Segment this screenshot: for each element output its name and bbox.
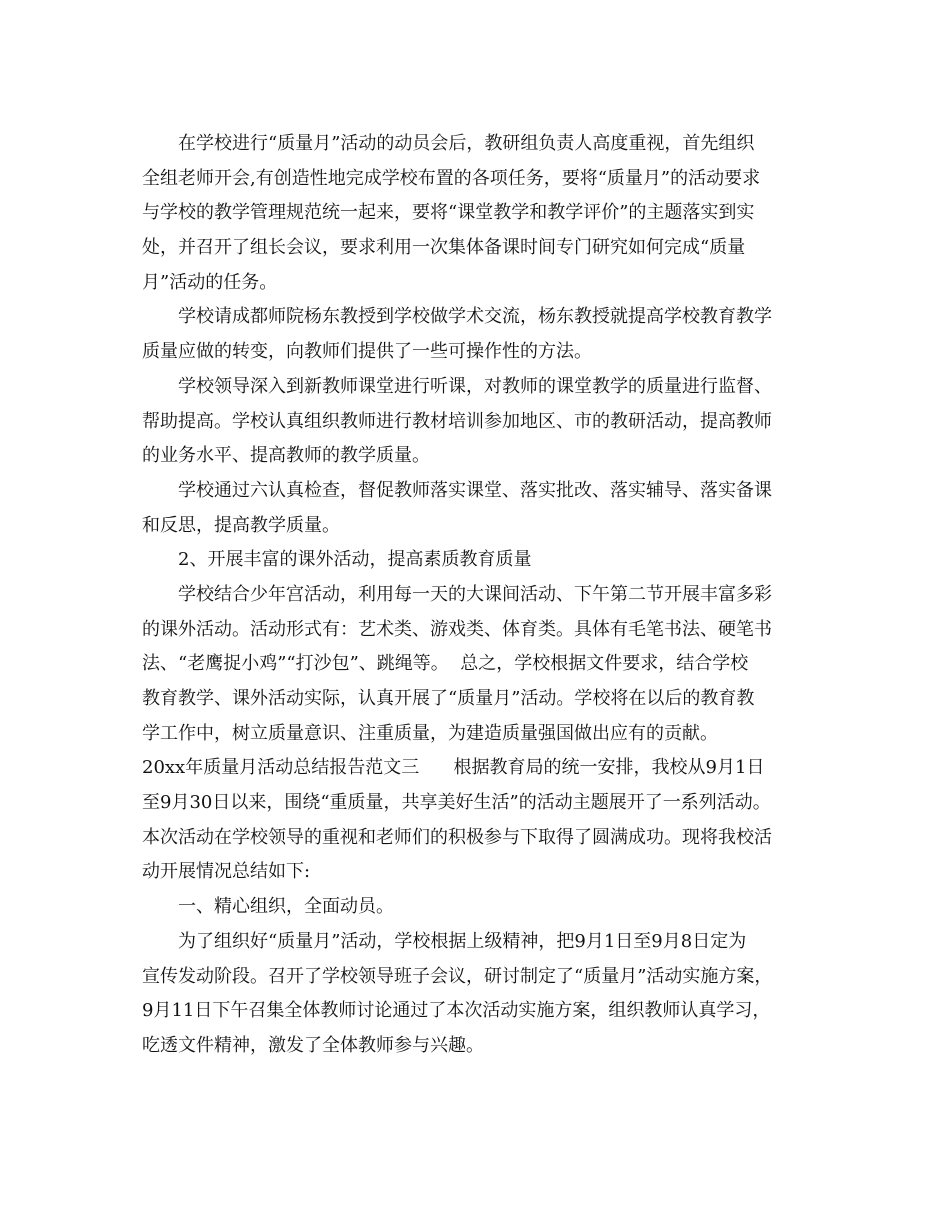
paragraph-line: 全组老师开会,有创造性地完成学校布置的各项任务，要将“质量月”的活动要求: [142, 167, 761, 189]
section-heading: 2、开展丰富的课外活动，提高素质教育质量: [178, 549, 532, 571]
paragraph-line: 为了组织好“质量月”活动，学校根据上级精神，把9月1日至9月8日定为: [178, 930, 747, 952]
paragraph-line: 法、“老鹰捉小鸡”“打沙包”、跳绳等。 总之，学校根据文件要求，结合学校: [142, 653, 749, 675]
paragraph-line: 至9月30日以来，围绕“重质量，共享美好生活”的活动主题展开了一系列活动。: [142, 792, 771, 814]
paragraph-line: 本次活动在学校领导的重视和老师们的积极参与下取得了圆满成功。现将我校活: [142, 826, 772, 848]
paragraph-line: 学校领导深入到新教师课堂进行听课，对教师的课堂教学的质量进行监督、: [178, 375, 772, 397]
paragraph-line: 和反思，提高教学质量。: [142, 514, 340, 536]
paragraph-line: 宣传发动阶段。召开了学校领导班子会议，研讨制定了“质量月”活动实施方案，: [142, 965, 773, 987]
report-title-line: 20xx年质量月活动总结报告范文三 根据教育局的统一安排，我校从9月1日: [142, 757, 765, 779]
paragraph-line: 教育教学、课外活动实际，认真开展了“质量月”活动。学校将在以后的教育教: [142, 688, 755, 709]
paragraph-line: 学工作中，树立质量意识、注重质量，为建造质量强国做出应有的贡献。: [142, 722, 718, 744]
paragraph-line: 9月11日下午召集全体教师讨论通过了本次活动实施方案，组织教师认真学习，: [142, 1000, 771, 1022]
paragraph-line: 吃透文件精神，激发了全体教师参与兴趣。: [142, 1034, 484, 1056]
paragraph-line: 帮助提高。学校认真组织教师进行教材培训参加地区、市的教研活动，提高教师: [142, 410, 772, 432]
paragraph-line: 学校结合少年宫活动，利用每一天的大课间活动、下午第二节开展丰富多彩: [178, 583, 772, 605]
paragraph-line: 的课外活动。活动形式有：艺术类、游戏类、体育类。具体有毛笔书法、硬笔书: [142, 618, 772, 640]
paragraph-line: 处，并召开了组长会议，要求利用一次集体备课时间专门研究如何完成“质量: [142, 237, 746, 259]
paragraph-line: 月”活动的任务。: [142, 271, 278, 293]
section-heading: 一、精心组织，全面动员。: [178, 896, 394, 918]
paragraph-line: 学校请成都师院杨东教授到学校做学术交流，杨东教授就提高学校教育教学: [178, 306, 772, 328]
paragraph-line: 质量应做的转变，向教师们提供了一些可操作性的方法。: [142, 341, 592, 363]
paragraph-line: 在学校进行“质量月”活动的动员会后，教研组负责人高度重视，首先组织: [178, 133, 755, 154]
document-body: [142, 127, 814, 1064]
paragraph-line: 的业务水平、提高教师的教学质量。: [142, 445, 430, 467]
paragraph-line: 与学校的教学管理规范统一起来，要将“课堂教学和教学评价”的主题落实到实: [142, 202, 755, 224]
paragraph-line: 动开展情况总结如下:: [142, 861, 311, 883]
paragraph-line: 学校通过六认真检查，督促教师落实课堂、落实批改、落实辅导、落实备课: [178, 479, 772, 501]
